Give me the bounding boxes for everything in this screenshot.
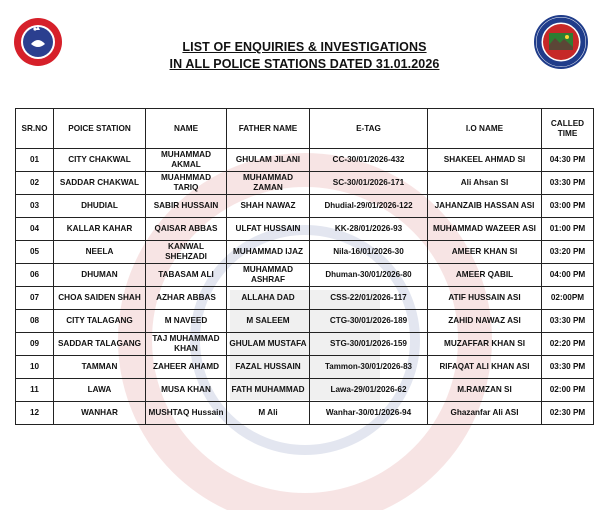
cell-name: KANWAL SHEHZADI: [146, 241, 227, 264]
cell-station: DHUDIAL: [54, 195, 146, 218]
cell-father-name: ULFAT HUSSAIN: [227, 218, 310, 241]
cell-station: SADDAR CHAKWAL: [54, 172, 146, 195]
cell-name: SABIR HUSSAIN: [146, 195, 227, 218]
cell-father-name: MUHAMMAD IJAZ: [227, 241, 310, 264]
cell-called-time: 01:00 PM: [542, 218, 594, 241]
cell-station: CITY CHAKWAL: [54, 149, 146, 172]
cell-called-time: 03:20 PM: [542, 241, 594, 264]
cell-io-name: JAHANZAIB HASSAN ASI: [428, 195, 542, 218]
document-title: [0, 39, 609, 73]
cell-father-name: ALLAHA DAD: [227, 287, 310, 310]
cell-father-name: FATH MUHAMMAD: [227, 379, 310, 402]
cell-etag: CC-30/01/2026-432: [310, 149, 428, 172]
cell-srno: 11: [16, 379, 54, 402]
cell-srno: 01: [16, 149, 54, 172]
cell-station: CITY TALAGANG: [54, 310, 146, 333]
table-row: [16, 264, 594, 287]
cell-io-name: Ali Ahsan SI: [428, 172, 542, 195]
cell-io-name: AMEER KHAN SI: [428, 241, 542, 264]
cell-called-time: 02:00 PM: [542, 379, 594, 402]
cell-name: MUSHTAQ Hussain: [146, 402, 227, 425]
cell-father-name: GHULAM MUSTAFA: [227, 333, 310, 356]
cell-called-time: 02:30 PM: [542, 402, 594, 425]
cell-name: MUSA KHAN: [146, 379, 227, 402]
cell-father-name: GHULAM JILANI: [227, 149, 310, 172]
cell-called-time: 03:30 PM: [542, 172, 594, 195]
cell-etag: Dhuman-30/01/2026-80: [310, 264, 428, 287]
table-row: [16, 310, 594, 333]
col-header-io-name: I.O NAME: [428, 109, 542, 149]
table-row: [16, 356, 594, 379]
table-row: [16, 195, 594, 218]
cell-etag: KK-28/01/2026-93: [310, 218, 428, 241]
cell-name: AZHAR ABBAS: [146, 287, 227, 310]
cell-called-time: 02:20 PM: [542, 333, 594, 356]
cell-father-name: MUHAMMAD ZAMAN: [227, 172, 310, 195]
cell-station: DHUMAN: [54, 264, 146, 287]
cell-srno: 07: [16, 287, 54, 310]
cell-io-name: MUHAMMAD WAZEER ASI: [428, 218, 542, 241]
title-line-2: IN ALL POLICE STATIONS DATED 31.01.2026: [169, 57, 440, 71]
table-row: [16, 402, 594, 425]
col-header-etag: E-TAG: [310, 109, 428, 149]
cell-io-name: M.RAMZAN SI: [428, 379, 542, 402]
col-header-name: NAME: [146, 109, 227, 149]
cell-name: MUHAMMAD AKMAL: [146, 149, 227, 172]
cell-etag: SC-30/01/2026-171: [310, 172, 428, 195]
table-row: [16, 149, 594, 172]
cell-etag: Dhudial-29/01/2026-122: [310, 195, 428, 218]
cell-called-time: 04:00 PM: [542, 264, 594, 287]
cell-io-name: ATIF HUSSAIN ASI: [428, 287, 542, 310]
cell-station: KALLAR KAHAR: [54, 218, 146, 241]
cell-io-name: MUZAFFAR KHAN SI: [428, 333, 542, 356]
cell-etag: CTG-30/01/2026-189: [310, 310, 428, 333]
table-row: [16, 241, 594, 264]
cell-station: LAWA: [54, 379, 146, 402]
enquiries-table: [15, 108, 594, 425]
cell-name: QAISAR ABBAS: [146, 218, 227, 241]
cell-father-name: FAZAL HUSSAIN: [227, 356, 310, 379]
cell-srno: 04: [16, 218, 54, 241]
table-row: [16, 172, 594, 195]
cell-station: WANHAR: [54, 402, 146, 425]
table-row: [16, 379, 594, 402]
cell-name: ZAHEER AHAMD: [146, 356, 227, 379]
cell-io-name: RIFAQAT ALI KHAN ASI: [428, 356, 542, 379]
cell-srno: 08: [16, 310, 54, 333]
cell-name: TAJ MUHAMMAD KHAN: [146, 333, 227, 356]
cell-father-name: MUHAMMAD ASHRAF: [227, 264, 310, 287]
cell-father-name: SHAH NAWAZ: [227, 195, 310, 218]
cell-io-name: SHAKEEL AHMAD SI: [428, 149, 542, 172]
col-header-called-time: CALLED TIME: [542, 109, 594, 149]
cell-name: MUAHMMAD TARIQ: [146, 172, 227, 195]
cell-srno: 09: [16, 333, 54, 356]
cell-station: NEELA: [54, 241, 146, 264]
cell-srno: 12: [16, 402, 54, 425]
cell-etag: Wanhar-30/01/2026-94: [310, 402, 428, 425]
table-header-row: [16, 109, 594, 149]
cell-called-time: 02:00PM: [542, 287, 594, 310]
cell-etag: Nila-16/01/2026-30: [310, 241, 428, 264]
cell-father-name: M Ali: [227, 402, 310, 425]
cell-etag: Lawa-29/01/2026-62: [310, 379, 428, 402]
cell-etag: CSS-22/01/2026-117: [310, 287, 428, 310]
table-row: [16, 218, 594, 241]
col-header-station: POICE STATION: [54, 109, 146, 149]
cell-called-time: 04:30 PM: [542, 149, 594, 172]
col-header-father-name: FATHER NAME: [227, 109, 310, 149]
cell-io-name: AMEER QABIL: [428, 264, 542, 287]
cell-srno: 03: [16, 195, 54, 218]
cell-father-name: M SALEEM: [227, 310, 310, 333]
cell-srno: 02: [16, 172, 54, 195]
table-row: [16, 287, 594, 310]
cell-name: M NAVEED: [146, 310, 227, 333]
cell-station: SADDAR TALAGANG: [54, 333, 146, 356]
cell-io-name: Ghazanfar Ali ASI: [428, 402, 542, 425]
col-header-srno: SR.NO: [16, 109, 54, 149]
cell-station: TAMMAN: [54, 356, 146, 379]
title-line-1: LIST OF ENQUIRIES & INVESTIGATIONS: [182, 40, 427, 54]
cell-etag: STG-30/01/2026-159: [310, 333, 428, 356]
cell-srno: 10: [16, 356, 54, 379]
cell-station: CHOA SAIDEN SHAH: [54, 287, 146, 310]
cell-io-name: ZAHID NAWAZ ASI: [428, 310, 542, 333]
table-row: [16, 333, 594, 356]
cell-called-time: 03:30 PM: [542, 310, 594, 333]
cell-name: TABASAM ALI: [146, 264, 227, 287]
cell-srno: 05: [16, 241, 54, 264]
cell-called-time: 03:30 PM: [542, 356, 594, 379]
cell-called-time: 03:00 PM: [542, 195, 594, 218]
cell-etag: Tammon-30/01/2026-83: [310, 356, 428, 379]
cell-srno: 06: [16, 264, 54, 287]
